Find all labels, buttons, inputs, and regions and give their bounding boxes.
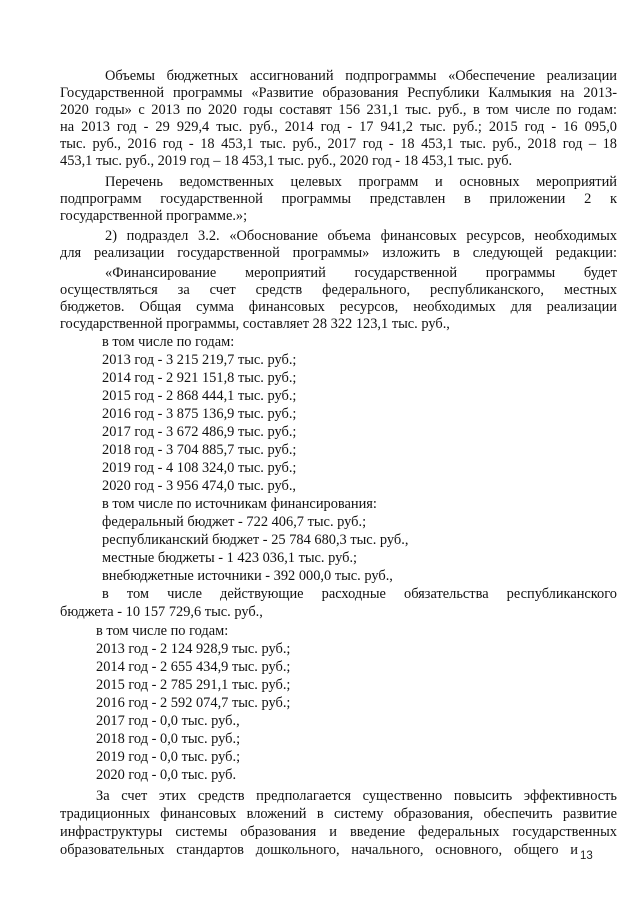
text-line: 453,1 тыс. руб., 2019 год – 18 453,1 тыс. руб., 2020 год - 18 453,1 тыс. руб. (60, 153, 513, 169)
text-line: тыс. руб., 2016 год - 18 453,1 тыс. руб., 2017 год - 18 453,1 тыс. руб., 2018 год – 18 (60, 136, 617, 152)
text-line: инфраструктуры системы образования и введение федеральных государственных (60, 824, 617, 840)
text-line: 2014 год - 2 655 434,9 тыс. руб.; (96, 659, 291, 675)
text-line: внебюджетные источники - 392 000,0 тыс. руб., (102, 568, 393, 584)
text-line: государственной программы, составляет 28 322 123,1 тыс. руб., (60, 316, 450, 332)
text-line: 2014 год - 2 921 151,8 тыс. руб.; (102, 370, 297, 386)
text-line: 2020 годы» с 2013 по 2020 годы составят 156 231,1 тыс. руб., в том числе по годам: (60, 102, 617, 118)
text-line: в том числе по годам: (96, 623, 229, 639)
text-line: республиканский бюджет - 25 784 680,3 тыс. руб., (102, 532, 409, 548)
text-line: Государственной программы «Развитие образования Республики Калмыкия на 2013- (60, 85, 617, 101)
text-line: для реализации государственной программы» изложить в следующей редакции: (60, 245, 617, 261)
text-line: образовательных стандартов дошкольного, начального, основного, общего и (60, 842, 578, 858)
text-line: 2017 год - 0,0 тыс. руб., (96, 713, 240, 729)
text-line: 2016 год - 3 875 136,9 тыс. руб.; (102, 406, 297, 422)
text-line: государственной программе.»; (60, 208, 248, 224)
text-line: Объемы бюджетных ассигнований подпрограммы «Обеспечение реализации (105, 68, 617, 84)
text-line: За счет этих средств предполагается существенно повысить эффективность (96, 788, 617, 804)
text-line: осуществляться за счет средств федерального, республиканского, местных (60, 282, 617, 298)
text-line: 2) подраздел 3.2. «Обоснование объема финансовых ресурсов, необходимых (105, 228, 617, 244)
text-line: традиционных финансовых вложений в систему образования, обеспечить развитие (60, 806, 617, 822)
text-line: 2020 год - 0,0 тыс. руб. (96, 767, 237, 783)
text-line: местные бюджеты - 1 423 036,1 тыс. руб.; (102, 550, 358, 566)
text-line: подпрограмм государственной программы представлен в приложении 2 к (60, 191, 617, 207)
text-line: 2019 год - 4 108 324,0 тыс. руб.; (102, 460, 297, 476)
text-line: бюджета - 10 157 729,6 тыс. руб., (60, 604, 263, 620)
text-line: 2013 год - 3 215 219,7 тыс. руб.; (102, 352, 297, 368)
text-line: 2019 год - 0,0 тыс. руб.; (96, 749, 241, 765)
text-line: бюджетов. Общая сумма финансовых ресурсов, необходимых для реализации (60, 299, 617, 315)
text-line: федеральный бюджет - 722 406,7 тыс. руб.; (102, 514, 367, 530)
text-line: на 2013 год - 29 929,4 тыс. руб., 2014 год - 17 941,2 тыс. руб.; 2015 год - 16 095,0 (60, 119, 617, 135)
text-line: в том числе действующие расходные обязательства республиканского (102, 586, 617, 602)
text-line: «Финансирование мероприятий государственной программы будет (105, 265, 617, 281)
text-line: 2016 год - 2 592 074,7 тыс. руб.; (96, 695, 291, 711)
page-number: 13 (580, 850, 593, 862)
text-line: 2018 год - 3 704 885,7 тыс. руб.; (102, 442, 297, 458)
text-line: 2017 год - 3 672 486,9 тыс. руб.; (102, 424, 297, 440)
text-line: 2013 год - 2 124 928,9 тыс. руб.; (96, 641, 291, 657)
text-line: 2015 год - 2 785 291,1 тыс. руб.; (96, 677, 291, 693)
text-line: 2015 год - 2 868 444,1 тыс. руб.; (102, 388, 297, 404)
text-line: Перечень ведомственных целевых программ и основных мероприятий (105, 174, 617, 190)
text-line: 2018 год - 0,0 тыс. руб.; (96, 731, 241, 747)
text-line: в том числе по годам: (102, 334, 235, 350)
text-line: в том числе по источникам финансирования: (102, 496, 377, 512)
text-line: 2020 год - 3 956 474,0 тыс. руб., (102, 478, 297, 494)
